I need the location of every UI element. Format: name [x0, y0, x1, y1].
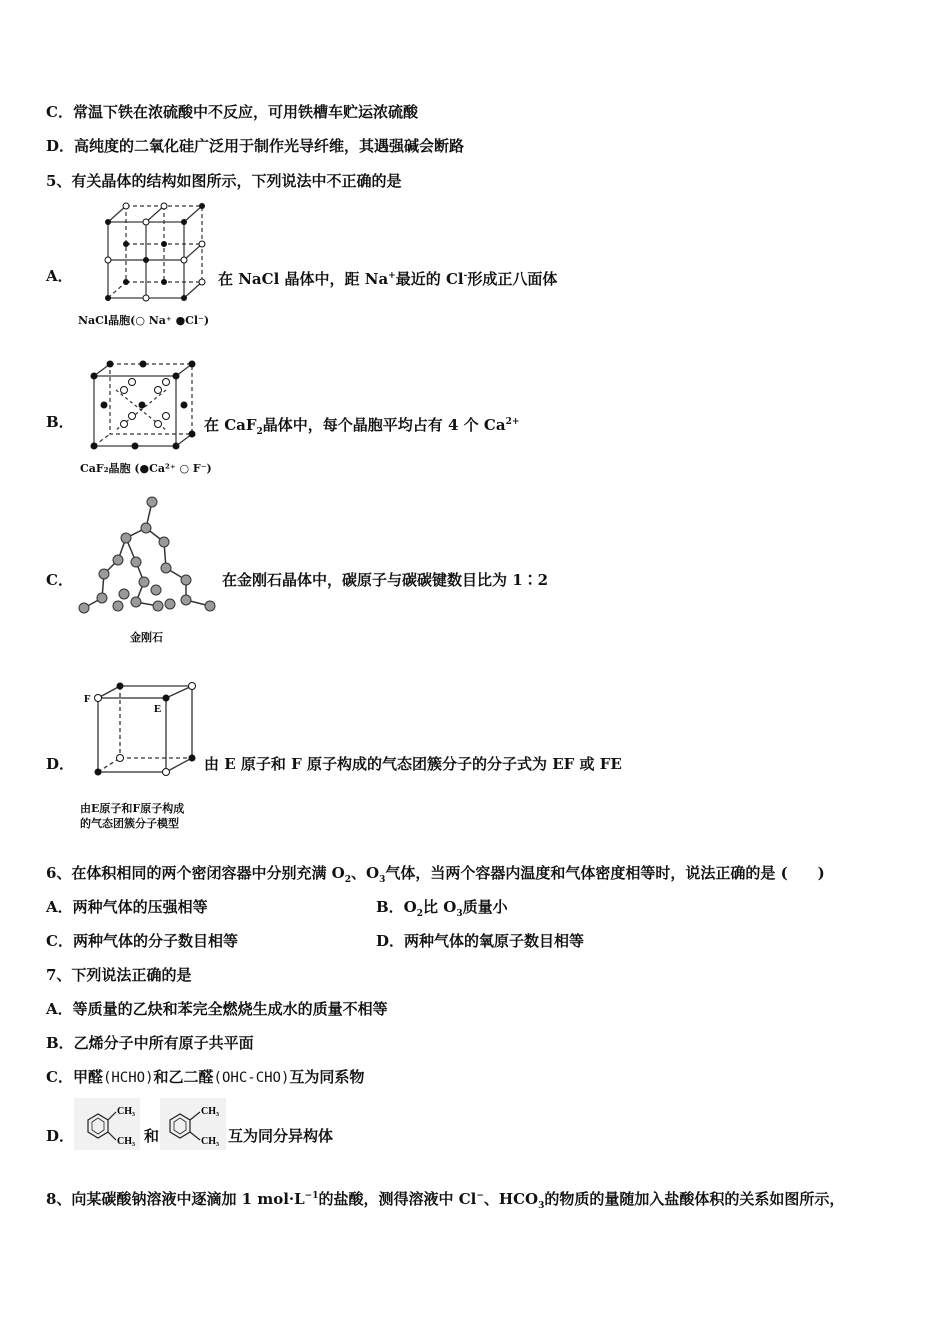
q7-option-b: B．乙烯分子中所有原子共平面 — [46, 1034, 254, 1052]
ch3-label-bottom: CH₃ — [117, 1136, 135, 1147]
caf2-caption: CaF₂晶胞 (●Ca²⁺ ○ F⁻) — [80, 462, 212, 475]
q5-option-a-label: A． — [46, 267, 73, 285]
q4-option-d: D．高纯度的二氧化硅广泛用于制作光导纤维，其遇强碱会断路 — [46, 137, 465, 155]
q5-option-c-text: 在金刚石晶体中，碳原子与碳碳键数目比为 1∶2 — [222, 571, 549, 589]
caf2-crystal-figure — [86, 360, 198, 452]
q5-option-d-text: 由 E 原子和 F 原子构成的气态团簇分子的分子式为 EF 或 FE — [204, 755, 622, 773]
q5-option-a-text: 在 NaCl 晶体中，距 Na+最近的 Cl-形成正八面体 — [218, 270, 558, 288]
diamond-caption: 金刚石 — [130, 631, 163, 644]
q7-stem: 7、下列说法正确的是 — [46, 966, 192, 984]
q7-option-d-text: 互为同分异构体 — [228, 1127, 334, 1145]
q5-option-c-label: C． — [46, 571, 73, 589]
ch3-label-top: CH₃ — [117, 1106, 135, 1117]
q5-stem: 5、有关晶体的结构如图所示，下列说法中不正确的是 — [46, 172, 402, 190]
cluster-caption-line1: 由E原子和F原子构成 — [80, 802, 185, 815]
q6-option-c: C．两种气体的分子数目相等 — [46, 932, 238, 950]
q6-stem: 6、在体积相同的两个密闭容器中分别充满 $O_2$、$O_3$气体，当两个容器内温度和气体密度相等时，说法正确的是 ( ) — [46, 864, 825, 885]
nacl-caption: NaCl晶胞(○ Na⁺ ●Cl⁻) — [78, 314, 210, 327]
ortho-xylene-structure-2 — [160, 1098, 226, 1150]
ortho-xylene-structure — [74, 1098, 140, 1150]
ch3-label-bottom-2: CH₃ — [201, 1136, 219, 1147]
q6-option-a: A．两种气体的压强相等 — [46, 898, 208, 916]
q5-option-b-text: 在 CaF$_2$晶体中，每个晶胞平均占有 4 个 $Ca^{2+}$ — [204, 416, 520, 437]
diamond-crystal-figure — [74, 494, 224, 624]
q7-option-d-and: 和 — [144, 1127, 160, 1145]
nacl-crystal-figure — [96, 198, 216, 310]
q5-option-b-label: B． — [46, 413, 74, 431]
cluster-label-f: F — [84, 693, 91, 705]
cluster-molecule-figure — [82, 680, 202, 780]
q7-option-a: A．等质量的乙炔和苯完全燃烧生成水的质量不相等 — [46, 1000, 388, 1018]
cluster-caption-line2: 的气态团簇分子模型 — [80, 817, 179, 830]
ch3-label-top-2: CH₃ — [201, 1106, 219, 1117]
q7-option-d-label: D． — [46, 1127, 75, 1145]
q6-option-b: B．$O_2$比 $O_3$质量小 — [376, 898, 508, 919]
q4-option-c: C．常温下铁在浓硫酸中不反应，可用铁槽车贮运浓硫酸 — [46, 103, 418, 121]
q7-option-c: C．甲醛(HCHO)和乙二醛(OHC-CHO)互为同系物 — [46, 1068, 365, 1086]
q5-option-d-label: D． — [46, 755, 75, 773]
cluster-label-e: E — [154, 703, 162, 715]
q6-option-d: D．两种气体的氧原子数目相等 — [376, 932, 585, 950]
q8-stem: 8、向某碳酸钠溶液中逐滴加 1 $mol\cdot L^{-1}$的盐酸，测得溶液中 Cl−、$HCO_3$的物质的量随加入盐酸体积的关系如图所示， — [46, 1190, 845, 1211]
